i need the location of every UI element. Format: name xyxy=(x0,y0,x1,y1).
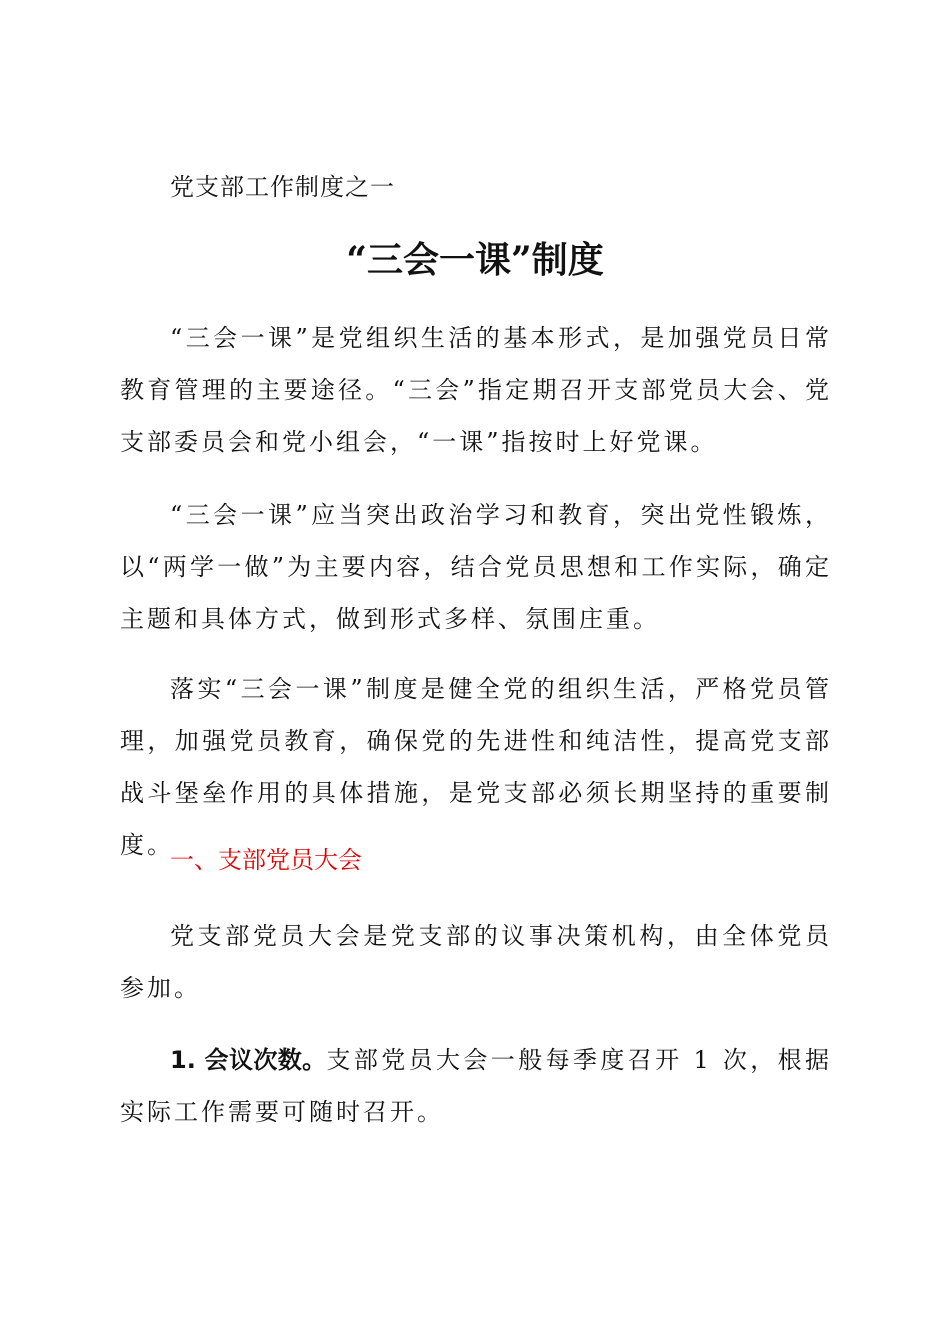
document-title: “三会一课”制度 xyxy=(346,239,604,281)
paragraph-section-intro: 党支部党员大会是党支部的议事决策机构，由全体党员参加。 xyxy=(120,922,832,1002)
paragraph-meeting-frequency xyxy=(120,1034,832,1138)
item-lead-label: 1. 会议次数。 xyxy=(170,1046,327,1074)
item-text: 支部党员大会一般每季度召开 1 次，根据实际工作需要可随时召开。 xyxy=(120,1046,832,1126)
section-heading-branch-meeting: 一、支部党员大会 xyxy=(170,846,362,874)
paragraph-intro: “三会一课”是党组织生活的基本形式，是加强党员日常教育管理的主要途径。“三会”指定期召开支部党员大会、党支部委员会和党小组会，“一课”指按时上好党课。 xyxy=(120,324,832,456)
paragraph-content: “三会一课”应当突出政治学习和教育，突出党性锻炼，以“两学一做”为主要内容，结合党员思想和工作实际，确定主题和具体方式，做到形式多样、氛围庄重。 xyxy=(120,501,832,633)
paragraph-importance: 落实“三会一课”制度是健全党的组织生活，严格党员管理，加强党员教育，确保党的先进性和纯洁性，提高党支部战斗堡垒作用的具体措施，是党支部必须长期坚持的重要制度。 xyxy=(120,675,832,859)
document-subtitle: 党支部工作制度之一 xyxy=(170,173,395,201)
